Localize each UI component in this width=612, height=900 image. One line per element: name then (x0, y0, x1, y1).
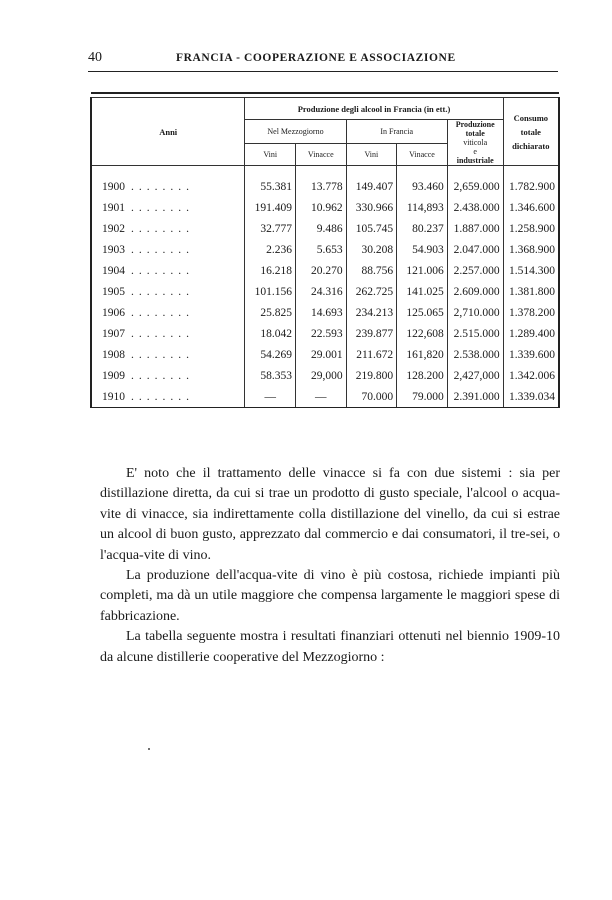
cell-year: 1906 ........ (91, 302, 245, 323)
cell-fr-vinacce: 121.006 (397, 260, 448, 281)
cell-prod: 2.538.000 (447, 344, 503, 365)
cell-mz-vinacce: 20.270 (295, 260, 346, 281)
cell-cons: 1.289.400 (503, 323, 559, 344)
paragraph: La produzione dell'acqua-vite di vino è più costosa, richiede impianti più completi, ma dà un utile maggiore che compensa largamente le maggiori spese di fabbricazione. (100, 568, 560, 624)
cell-prod: 2.257.000 (447, 260, 503, 281)
cell-mz-vinacce: — (295, 386, 346, 408)
body-text (100, 464, 560, 668)
cell-fr-vinacce: 80.237 (397, 218, 448, 239)
cell-cons: 1.381.800 (503, 281, 559, 302)
cell-mz-vini: 32.777 (245, 218, 296, 239)
cell-year: 1903 ........ (91, 239, 245, 260)
header-mz-vini: Vini (245, 144, 296, 166)
cell-mz-vinacce: 5.653 (295, 239, 346, 260)
cell-fr-vini: 149.407 (346, 176, 397, 197)
header-produzione-totale: Produzione totale viticola e industriale (447, 120, 503, 166)
table-row (91, 239, 559, 260)
cell-mz-vini: 55.381 (245, 176, 296, 197)
header-group-title: Produzione degli alcool in Francia (in ett.) (245, 98, 503, 120)
cell-mz-vini: 58.353 (245, 365, 296, 386)
table-body (91, 166, 559, 408)
table-row (91, 176, 559, 197)
cell-year: 1901 ........ (91, 197, 245, 218)
cell-cons: 1.339.034 (503, 386, 559, 408)
header-anni: Anni (91, 98, 245, 166)
running-title: FRANCIA - COOPERAZIONE E ASSOCIAZIONE (176, 52, 456, 64)
cell-mz-vini: 18.042 (245, 323, 296, 344)
cell-year: 1907 ........ (91, 323, 245, 344)
cell-fr-vini: 88.756 (346, 260, 397, 281)
cell-mz-vini: 16.218 (245, 260, 296, 281)
cell-fr-vinacce: 125.065 (397, 302, 448, 323)
cell-mz-vinacce: 24.316 (295, 281, 346, 302)
table-row (91, 281, 559, 302)
cell-cons: 1.342.006 (503, 365, 559, 386)
table-row (91, 365, 559, 386)
cell-fr-vinacce: 161,820 (397, 344, 448, 365)
cell-cons: 1.782.900 (503, 176, 559, 197)
cell-fr-vinacce: 93.460 (397, 176, 448, 197)
header-consumo: Consumo totale dichiarato (503, 98, 559, 166)
cell-mz-vini: 25.825 (245, 302, 296, 323)
header-fr-vini: Vini (346, 144, 397, 166)
header-rule (88, 71, 558, 72)
table-row (91, 302, 559, 323)
cell-prod: 1.887.000 (447, 218, 503, 239)
cell-mz-vinacce: 9.486 (295, 218, 346, 239)
table-row (91, 197, 559, 218)
cell-cons: 1.514.300 (503, 260, 559, 281)
cell-fr-vinacce: 79.000 (397, 386, 448, 408)
cell-year: 1909 ........ (91, 365, 245, 386)
running-header (88, 50, 558, 72)
cell-fr-vini: 239.877 (346, 323, 397, 344)
cell-mz-vinacce: 10.962 (295, 197, 346, 218)
cell-mz-vinacce: 22.593 (295, 323, 346, 344)
paper-speck (148, 748, 150, 750)
cell-prod: 2,659.000 (447, 176, 503, 197)
cell-year: 1905 ........ (91, 281, 245, 302)
cell-mz-vinacce: 13.778 (295, 176, 346, 197)
cell-mz-vini: 2.236 (245, 239, 296, 260)
cell-prod: 2,710.000 (447, 302, 503, 323)
cell-mz-vini: 54.269 (245, 344, 296, 365)
header-fr-vinacce: Vinacce (397, 144, 448, 166)
cell-cons: 1.368.900 (503, 239, 559, 260)
cell-fr-vini: 234.213 (346, 302, 397, 323)
cell-prod: 2.515.000 (447, 323, 503, 344)
header-mz-vinacce: Vinacce (295, 144, 346, 166)
table-row (91, 323, 559, 344)
cell-year: 1900 ........ (91, 176, 245, 197)
cell-mz-vini: 101.156 (245, 281, 296, 302)
cell-fr-vinacce: 54.903 (397, 239, 448, 260)
alcohol-production-table (90, 92, 560, 408)
cell-prod: 2.047.000 (447, 239, 503, 260)
cell-fr-vinacce: 114,893 (397, 197, 448, 218)
cell-prod: 2.609.000 (447, 281, 503, 302)
cell-fr-vini: 105.745 (346, 218, 397, 239)
cell-cons: 1.339.600 (503, 344, 559, 365)
table-row (91, 344, 559, 365)
header-mezzogiorno: Nel Mezzogiorno (245, 120, 346, 144)
table-row (91, 218, 559, 239)
cell-mz-vinacce: 14.693 (295, 302, 346, 323)
cell-prod: 2.391.000 (447, 386, 503, 408)
paragraph: La tabella seguente mostra i resultati finanziari ottenuti nel biennio 1909-10 da alcune distillerie cooperative del Mezzogiorno : (100, 629, 560, 665)
cell-mz-vinacce: 29.001 (295, 344, 346, 365)
page-number: 40 (88, 50, 102, 65)
header-francia: In Francia (346, 120, 447, 144)
cell-mz-vini: — (245, 386, 296, 408)
cell-fr-vini: 70.000 (346, 386, 397, 408)
cell-year: 1904 ........ (91, 260, 245, 281)
cell-year: 1908 ........ (91, 344, 245, 365)
table-row (91, 260, 559, 281)
cell-fr-vini: 262.725 (346, 281, 397, 302)
paragraph: E' noto che il trattamento delle vinacce si fa con due sistemi : sia per distillazione diretta, da cui si trae un prodotto di gusto speciale, l'alcool o acqua-vite di vinacce, sia indirettamente colla distillazione del vinello, da cui si estrae un alcool di buon gusto, apprezzato dal commercio e dai consumatori, il tre-sei, o l'acqua-vite di vino. (100, 466, 560, 563)
cell-fr-vini: 330.966 (346, 197, 397, 218)
cell-year: 1902 ........ (91, 218, 245, 239)
cell-fr-vinacce: 122,608 (397, 323, 448, 344)
cell-prod: 2,427,000 (447, 365, 503, 386)
cell-fr-vini: 211.672 (346, 344, 397, 365)
cell-cons: 1.378.200 (503, 302, 559, 323)
table-row (91, 386, 559, 408)
cell-fr-vini: 30.208 (346, 239, 397, 260)
cell-fr-vini: 219.800 (346, 365, 397, 386)
cell-cons: 1.346.600 (503, 197, 559, 218)
cell-cons: 1.258.900 (503, 218, 559, 239)
cell-fr-vinacce: 141.025 (397, 281, 448, 302)
cell-mz-vinacce: 29,000 (295, 365, 346, 386)
cell-year: 1910 ........ (91, 386, 245, 408)
cell-mz-vini: 191.409 (245, 197, 296, 218)
cell-prod: 2.438.000 (447, 197, 503, 218)
cell-fr-vinacce: 128.200 (397, 365, 448, 386)
